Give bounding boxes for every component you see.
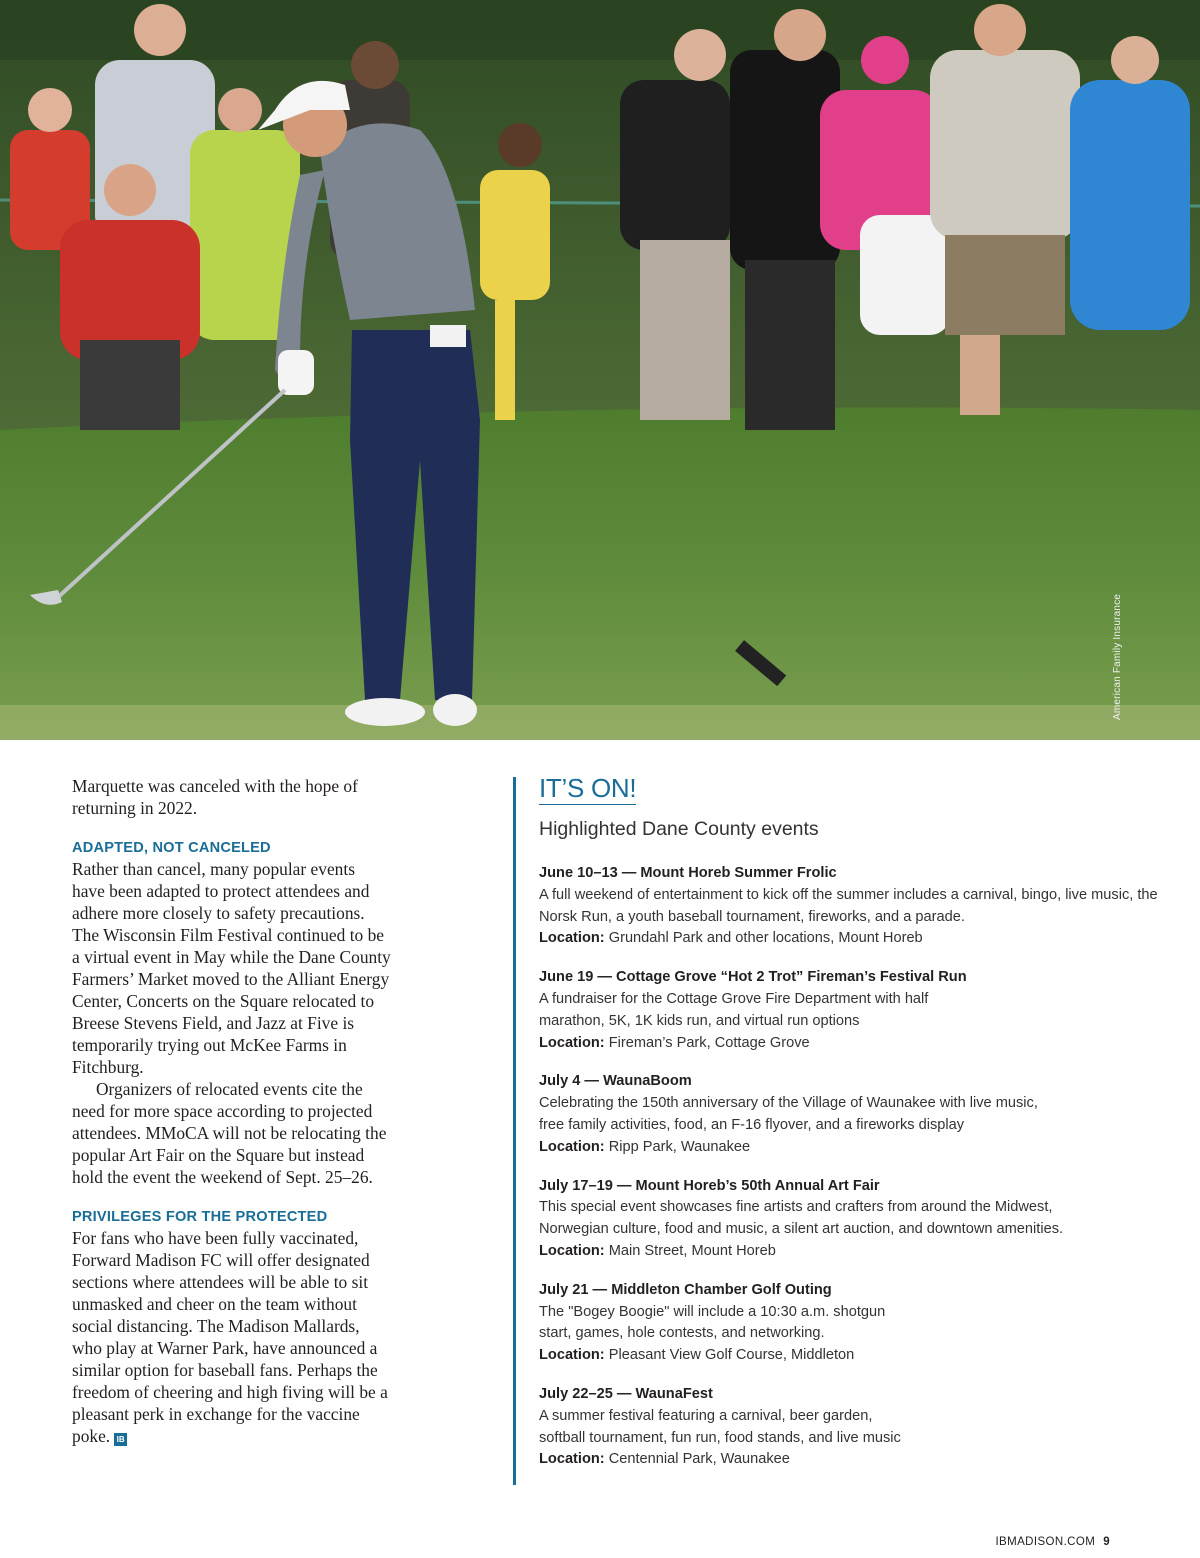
section-heading-adapted: ADAPTED, NOT CANCELED: [72, 840, 271, 856]
event-description: A fundraiser for the Cottage Grove Fire Department with half marathon, 5K, 1K kids run, and virtual run options: [539, 990, 929, 1029]
grass: [0, 408, 1200, 741]
event-item: [539, 1280, 1159, 1367]
event-item: [539, 1176, 1159, 1263]
hero-photo: [0, 0, 1200, 740]
sidebar-subtitle: Highlighted Dane County events: [539, 818, 819, 840]
event-description: A summer festival featuring a carnival, beer garden, softball tournament, fun run, food stands, and live music: [539, 1407, 901, 1446]
photo-credit: American Family Insurance: [1112, 593, 1123, 720]
event-location-value: Grundahl Park and other locations, Mount Horeb: [608, 930, 923, 947]
event-description: This special event showcases fine artists and crafters from around the Midwest, Norwegian culture, food and music, a silent art auction, and downtown amenities.: [539, 1199, 1064, 1238]
events-sidebar: [539, 772, 1159, 1488]
event-location-value: Centennial Park, Waunakee: [608, 1451, 790, 1468]
event-item: [539, 863, 1159, 950]
event-location-value: Main Street, Mount Horeb: [608, 1242, 776, 1259]
article-column: [72, 775, 392, 1447]
event-heading: July 21 — Middleton Chamber Golf Outing: [539, 1281, 832, 1298]
event-location-value: Fireman’s Park, Cottage Grove: [608, 1034, 810, 1051]
event-location: [539, 1345, 1159, 1367]
sidebar-rule: [513, 777, 516, 1485]
event-item: [539, 967, 1159, 1054]
event-location-value: Pleasant View Golf Course, Middleton: [608, 1347, 855, 1364]
event-location: [539, 1449, 1159, 1471]
section-heading-privileges: PRIVILEGES FOR THE PROTECTED: [72, 1209, 328, 1225]
event-location-value: Ripp Park, Waunakee: [608, 1138, 751, 1155]
location-label: Location:: [539, 1034, 605, 1051]
golf-photo-illustration: [0, 0, 1200, 740]
sidebar-title: IT’S ON!: [539, 773, 637, 803]
event-heading: June 19 — Cottage Grove “Hot 2 Trot” Fireman’s Festival Run: [539, 969, 967, 986]
event-heading: July 17–19 — Mount Horeb’s 50th Annual Art Fair: [539, 1177, 880, 1194]
event-item: [539, 1071, 1159, 1158]
end-mark-icon: IB: [114, 1433, 127, 1446]
page-number: 9: [1103, 1536, 1110, 1548]
location-label: Location:: [539, 1242, 605, 1259]
page-footer: [960, 1536, 1110, 1548]
event-description: The "Bogey Boogie" will include a 10:30 a.m. shotgun start, games, hole contests, and networking.: [539, 1303, 886, 1342]
event-description: Celebrating the 150th anniversary of the Village of Waunakee with live music, free family activities, food, an F-16 flyover, and a fireworks display: [539, 1095, 1038, 1133]
paragraph-adapted-2: Organizers of relocated events cite the need for more space according to projected attendees. MMoCA will not be relocating the popular Art Fair on the Square but instead hold the event the weekend of Sept. 25–26.: [72, 1079, 387, 1187]
footer-site: IBMADISON.COM: [995, 1536, 1096, 1548]
paragraph-privileges-text: For fans who have been fully vaccinated, Forward Madison FC will offer designated sections where attendees will be able to sit unmasked and cheer on the team without social distancing. The Madison Mallards, who play at Warner Park, have announced a similar option for baseball fans. Perhaps the freedom of cheering and high fiving will be a pleasant perk in exchange for the vaccine poke.: [72, 1228, 388, 1446]
event-heading: June 10–13 — Mount Horeb Summer Frolic: [539, 865, 837, 881]
event-heading: July 22–25 — WaunaFest: [539, 1385, 713, 1402]
location-label: Location:: [539, 930, 605, 947]
location-label: Location:: [539, 1451, 605, 1468]
location-label: Location:: [539, 1138, 605, 1155]
event-location: [539, 1241, 1159, 1263]
event-location: [539, 1137, 1159, 1159]
location-label: Location:: [539, 1347, 605, 1364]
event-description: A full weekend of entertainment to kick off the summer includes a carnival, bingo, live music, the Norsk Run, a youth baseball tournament, fireworks, and a parade.: [539, 886, 1158, 925]
event-item: [539, 1384, 1159, 1471]
paragraph-privileges-1: [72, 1227, 392, 1447]
event-list: [539, 863, 1159, 1471]
paragraph-adapted-1: Rather than cancel, many popular events have been adapted to protect attendees and adhere more closely to safety precautions. The Wisconsin Film Festival continued to be a virtual event in May while the Dane County Farmers’ Market moved to the Alliant Energy Center, Concerts on the Square relocated to Breese Stevens Field, and Jazz at Five is temporarily trying out McKee Farms in Fitchburg.: [72, 859, 391, 1077]
event-location: [539, 928, 1159, 950]
event-location: [539, 1033, 1159, 1055]
event-heading: July 4 — WaunaBoom: [539, 1073, 692, 1090]
opening-paragraph: Marquette was canceled with the hope of returning in 2022.: [72, 776, 358, 818]
